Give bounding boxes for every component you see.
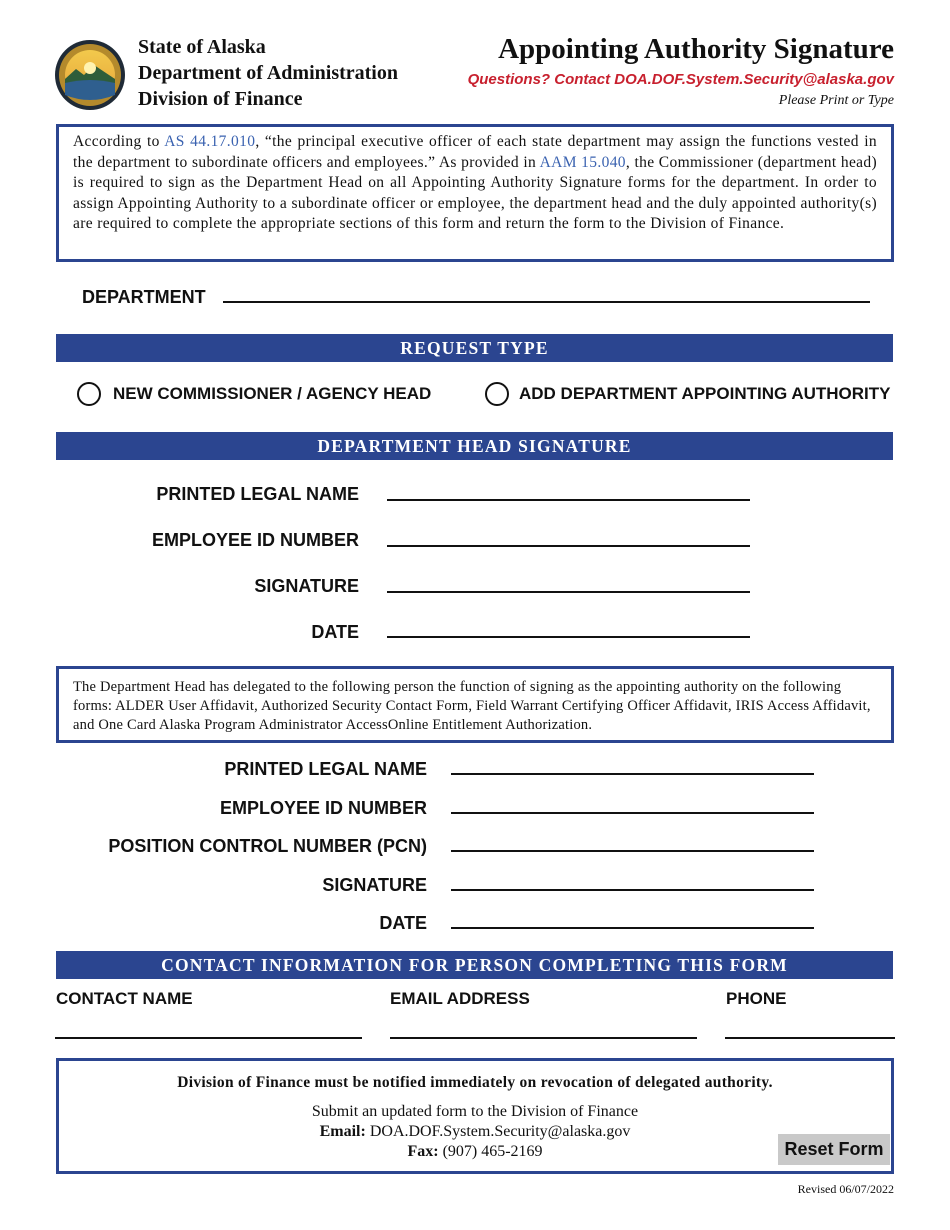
org-line-division: Division of Finance	[138, 88, 303, 110]
delegate-pcn-field[interactable]	[451, 850, 814, 852]
dept-head-name-label: PRINTED LEGAL NAME	[156, 484, 359, 504]
request-type-heading: REQUEST TYPE	[56, 334, 893, 362]
intro-text	[73, 132, 877, 235]
dept-head-employee-id-label: EMPLOYEE ID NUMBER	[151, 530, 359, 550]
footer-fax: (907) 465-2169	[442, 1143, 543, 1160]
delegate-pcn-label: POSITION CONTROL NUMBER (PCN)	[108, 836, 427, 856]
dept-head-name-field[interactable]	[387, 499, 750, 501]
new-commissioner-label: NEW COMMISSIONER / AGENCY HEAD	[113, 384, 432, 403]
dept-head-signature-label: SIGNATURE	[254, 576, 359, 596]
contact-name-field[interactable]	[55, 1037, 362, 1039]
delegation-box	[56, 666, 894, 743]
delegate-name-field[interactable]	[451, 773, 814, 775]
form-title: Appointing Authority Signature	[498, 33, 894, 65]
dept-head-signature-field[interactable]	[387, 591, 750, 593]
intro-box	[56, 124, 894, 262]
delegation-text: The Department Head has delegated to the following person the function of signing as the appointing authority on the following forms: ALDER User Affidavit, Authorized Security Contact Form, Field Warrant Certifying Officer Affidavit, IRIS Access Affidavit, and One Card Alaska Program Administrator AccessOnline Entitlement Authorization.	[73, 679, 871, 733]
email-address-field[interactable]	[390, 1037, 697, 1039]
footer-fax-line	[59, 1143, 891, 1161]
phone-field[interactable]	[725, 1037, 895, 1039]
aam-15-040-link[interactable]: AAM 15.040	[539, 153, 626, 171]
fax-label: Fax:	[407, 1143, 439, 1160]
dept-head-employee-id-field[interactable]	[387, 545, 750, 547]
dept-head-date-field[interactable]	[387, 636, 750, 638]
org-line-state: State of Alaska	[138, 36, 266, 58]
phone-label: PHONE	[726, 989, 787, 1008]
reset-form-button[interactable]: Reset Form	[778, 1134, 890, 1165]
department-label: DEPARTMENT	[82, 287, 206, 307]
delegate-name-label: PRINTED LEGAL NAME	[224, 759, 427, 779]
org-line-department: Department of Administration	[138, 62, 398, 84]
add-appointing-authority-label: ADD DEPARTMENT APPOINTING AUTHORITY	[519, 384, 891, 403]
intro-text-part: According to	[73, 133, 165, 150]
contact-info-heading: CONTACT INFORMATION FOR PERSON COMPLETING THIS FORM	[56, 951, 893, 979]
new-commissioner-radio[interactable]	[77, 382, 101, 406]
delegate-signature-field[interactable]	[451, 889, 814, 891]
delegate-employee-id-field[interactable]	[451, 812, 814, 814]
email-label: Email:	[319, 1123, 366, 1140]
submit-instruction: Submit an updated form to the Division of Finance	[311, 1103, 639, 1120]
email-address-label: EMAIL ADDRESS	[390, 989, 530, 1008]
as-44-17-010-link[interactable]: AS 44.17.010	[164, 133, 256, 150]
print-note: Please Print or Type	[778, 93, 894, 108]
dept-head-date-label: DATE	[311, 622, 359, 642]
department-field[interactable]	[223, 301, 870, 303]
delegate-signature-label: SIGNATURE	[322, 875, 427, 895]
state-seal-icon	[54, 39, 126, 111]
footer-email-line	[59, 1123, 891, 1141]
footer-box	[56, 1058, 894, 1174]
add-appointing-authority-radio[interactable]	[485, 382, 509, 406]
revised-date: Revised 06/07/2022	[797, 1182, 894, 1196]
questions-contact[interactable]: Questions? Contact DOA.DOF.System.Security@alaska.gov	[467, 71, 894, 88]
delegate-date-field[interactable]	[451, 927, 814, 929]
delegate-employee-id-label: EMPLOYEE ID NUMBER	[219, 798, 427, 818]
intro-text-part: , “the principal executive officer of each state department may assign the functions vested in the department to subordinate officers and employees.” As provided in	[73, 133, 878, 171]
contact-name-label: CONTACT NAME	[56, 989, 193, 1008]
delegate-date-label: DATE	[379, 913, 427, 933]
intro-text-part: , the Commissioner (department head) is required to sign as the Department Head on all Appointing Authority Signature forms for the department. In order to assign Appointing Authority to a subordinate officer or employee, the department head and the duly appointed authority(s) are required to complete the appropriate sections of this form and return the form to the Division of Finance.	[73, 153, 878, 232]
revocation-warning: Division of Finance must be notified immediately on revocation of delegated authority.	[177, 1074, 773, 1091]
dept-head-signature-heading: DEPARTMENT HEAD SIGNATURE	[56, 432, 893, 460]
footer-email[interactable]: DOA.DOF.System.Security@alaska.gov	[369, 1123, 631, 1140]
